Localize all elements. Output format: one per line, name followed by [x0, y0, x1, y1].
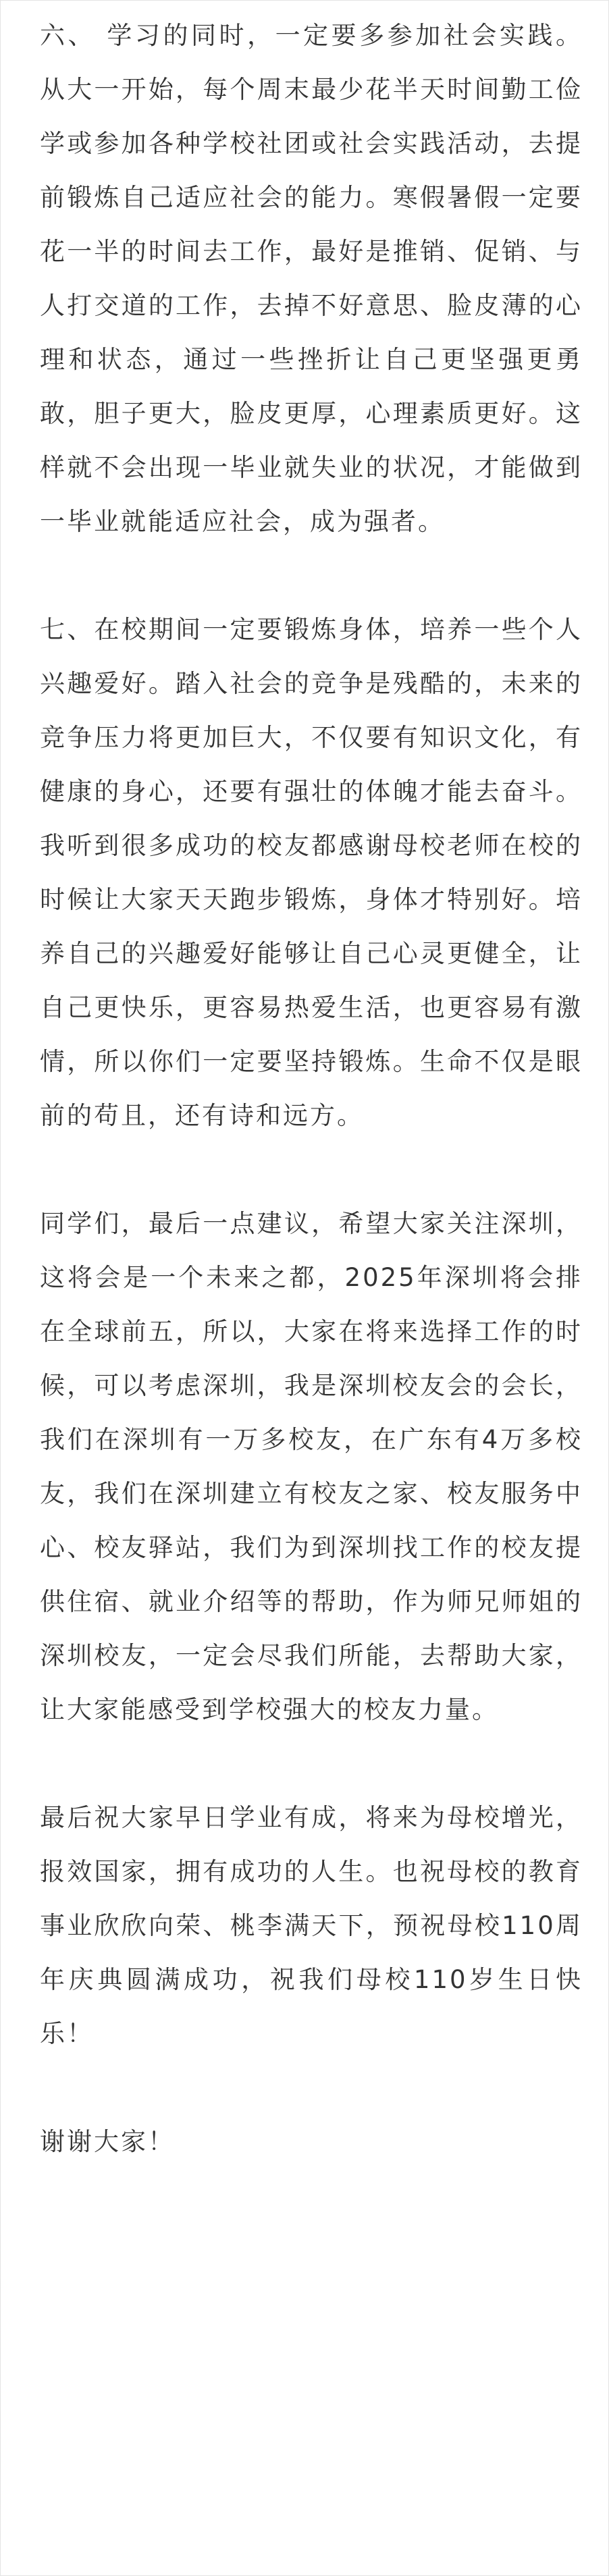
paragraph-closing-wishes: 最后祝大家早日学业有成，将来为母校增光，报效国家，拥有成功的人生。也祝母校的教育事业欣欣向荣、桃李满天下，预祝母校110周年庆典圆满成功，祝我们母校110岁生日快乐！ [40, 1803, 583, 2048]
paragraph-thanks: 谢谢大家！ [40, 2127, 175, 2156]
paragraph-seven-exercise: 七、在校期间一定要锻炼身体，培养一些个人兴趣爱好。踏入社会的竞争是残酷的，未来的竞争压力将更加巨大，不仅要有知识文化，有健康的身心，还要有强壮的体魄才能去奋斗。我听到很多成功的校友都感谢母校老师在校的时候让大家天天跑步锻炼，身体才特别好。培养自己的兴趣爱好能够让自己心灵更健全，让自己更快乐，更容易热爱生活，也更容易有激情，所以你们一定要坚持锻炼。生命不仅是眼前的苟且，还有诗和远方。 [40, 615, 583, 1130]
paragraph-six-social-practice: 六、 学习的同时，一定要多参加社会实践。从大一开始，每个周末最少花半天时间勤工俭学或参加各种学校社团或社会实践活动，去提前锻炼自己适应社会的能力。寒假暑假一定要花一半的时间去工作，最好是推销、促销、与人打交道的工作，去掉不好意思、脸皮薄的心理和状态，通过一些挫折让自己更坚强更勇敢，胆子更大，脸皮更厚，心理素质更好。这样就不会出现一毕业就失业的状况，才能做到一毕业就能适应社会，成为强者。 [40, 21, 583, 536]
paragraph-shenzhen-suggestion: 同学们，最后一点建议，希望大家关注深圳，这将会是一个未来之都，2025年深圳将会排在全球前五，所以，大家在将来选择工作的时候，可以考虑深圳，我是深圳校友会的会长，我们在深圳有一万多校友，在广东有4万多校友，我们在深圳建立有校友之家、校友服务中心、校友驿站，我们为到深圳找工作的校友提供住宿、就业介绍等的帮助，作为师兄师姐的深圳校友，一定会尽我们所能，去帮助大家，让大家能感受到学校强大的校友力量。 [40, 1209, 583, 1724]
article-body [40, 9, 583, 2169]
